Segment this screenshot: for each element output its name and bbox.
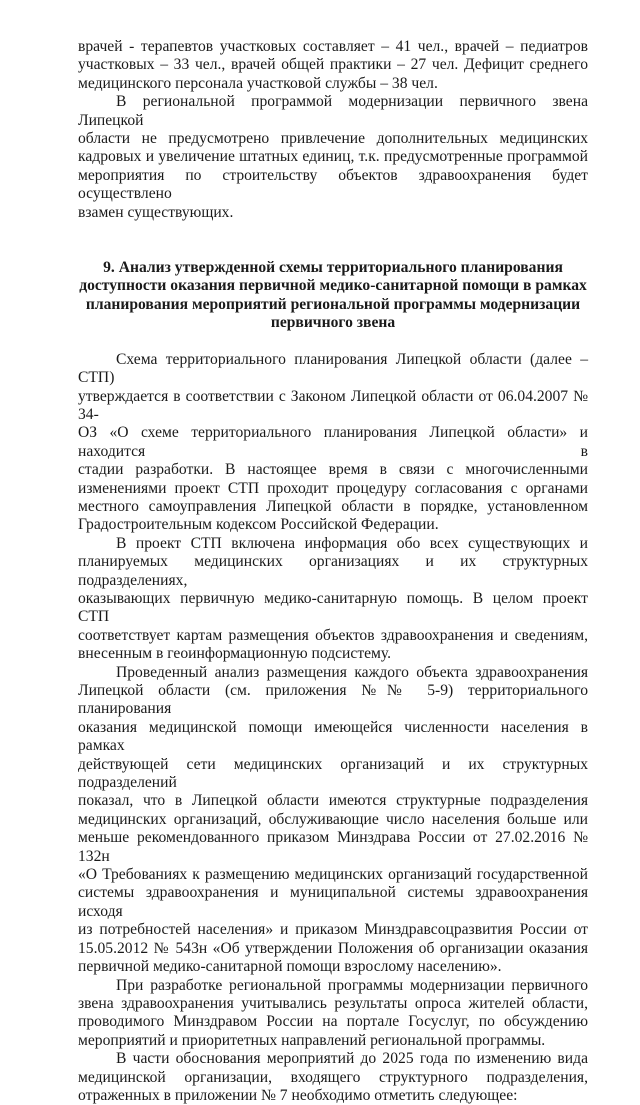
text-line: медицинского персонала участковой службы – 38 чел.: [78, 74, 438, 92]
text-line: показал, что в Липецкой области имеются структурные подразделения: [78, 792, 588, 810]
text-line: утверждается в соответствии с Законом Липецкой области от 06.04.2007 № 34-: [78, 387, 588, 423]
spacer: [78, 333, 588, 351]
text-line: мероприятий и приоритетных направлений региональной программы.: [78, 1031, 546, 1049]
paragraph: [78, 977, 588, 1051]
text-line: В проект СТП включена информация обо всех существующих и: [116, 534, 588, 552]
heading-line: первичного звена: [270, 314, 396, 332]
text-line: системы здравоохранения и муниципальной системы здравоохранения исходя: [78, 884, 588, 920]
text-line: врачей - терапевтов участковых составляет – 41 чел., врачей – педиатров: [78, 38, 588, 55]
text-line: В региональной программой модернизации первичного звена Липецкой: [78, 93, 588, 129]
text-line: Липецкой области (см. приложения №№ 5-9) территориального планирования: [78, 682, 588, 718]
text-line: кадровых и увеличение штатных единиц, т.к. предусмотренные программой: [78, 148, 588, 166]
text-line: участковых – 33 чел., врачей общей практики – 27 чел. Дефицит среднего: [78, 56, 588, 74]
text-line: области не предусмотрено привлечение дополнительных медицинских: [78, 130, 588, 148]
text-line: стадии разработки. В настоящее время в связи с многочисленными: [78, 461, 588, 479]
heading-line: планирования мероприятий региональной программы модернизации: [85, 295, 581, 313]
text-line: Градостроительным кодексом Российской Федерации.: [78, 516, 439, 534]
text-line: При разработке региональной программы модернизации первичного: [116, 976, 588, 994]
heading-line: 9. Анализ утвержденной схемы территориального планирования: [103, 259, 563, 277]
text-line: «О Требованиях к размещению медицинских организаций государственной: [78, 866, 588, 884]
text-line: медицинских организаций, обслуживающие число населения больше или: [78, 810, 588, 828]
top-paragraphs: [78, 38, 588, 222]
text-line: соответствует картам размещения объектов здравоохранения и сведениям,: [78, 626, 588, 644]
text-line: Схема территориального планирования Липецкой области (далее – СТП): [78, 350, 588, 387]
text-line: действующей сети медицинских организаций и их структурных подразделений: [78, 755, 588, 792]
text-line: проводимого Минздравом России на портале Госуслуг, по обсуждению: [78, 1013, 588, 1031]
text-line: оказывающих первичную медико-санитарную помощь. В целом проект СТП: [78, 589, 588, 626]
text-line: местного самоуправления Липецкой области в порядке, установленном: [78, 497, 588, 515]
text-line: внесенным в геоинформационную подсистему.: [78, 645, 392, 663]
paragraph: [78, 351, 588, 535]
text-line: В части обоснования мероприятий до 2025 года по изменению вида: [116, 1050, 588, 1068]
paragraph: [78, 93, 588, 222]
text-line: планируемых медицинских организациях и их структурных подразделениях,: [78, 553, 588, 589]
text-line: Проведенный анализ размещения каждого объекта здравоохранения: [116, 663, 588, 681]
text-line: мероприятия по строительству объектов здравоохранения будет осуществлено: [78, 166, 588, 203]
paragraph: [78, 38, 588, 93]
main-paragraphs: [78, 351, 588, 1105]
text-line: отраженных в приложении № 7 необходимо отметить следующее:: [78, 1086, 518, 1104]
paragraph: [78, 535, 588, 664]
paragraph: [78, 1050, 588, 1105]
text-line: первичной медико-санитарной помощи взрослому населению».: [78, 958, 502, 976]
text-line: взамен существующих.: [78, 203, 234, 221]
text-line: меньше рекомендованного приказом Минздрава России от 27.02.2016 № 132н: [78, 829, 588, 865]
document-page: [78, 38, 588, 1105]
text-line: из потребностей населения» и приказом Минздравсоцразвития России от: [78, 921, 588, 939]
heading-line: доступности оказания первичной медико-санитарной помощи в рамках: [79, 277, 587, 295]
section-heading: [78, 259, 588, 333]
text-line: звена здравоохранения учитывались результаты опроса жителей области,: [78, 994, 588, 1012]
text-line: изменениями проект СТП проходит процедуру согласования с органами: [78, 479, 588, 497]
spacer: [78, 222, 588, 259]
paragraph: [78, 664, 588, 977]
text-line: медицинской организации, входящего структурного подразделения,: [78, 1068, 588, 1086]
text-line: 15.05.2012 № 543н «Об утверждении Положения об организации оказания: [78, 939, 588, 957]
text-line: оказания медицинской помощи имеющейся численности населения в рамках: [78, 718, 588, 755]
text-line: ОЗ «О схеме территориального планирования Липецкой области» и находится в: [78, 424, 588, 460]
